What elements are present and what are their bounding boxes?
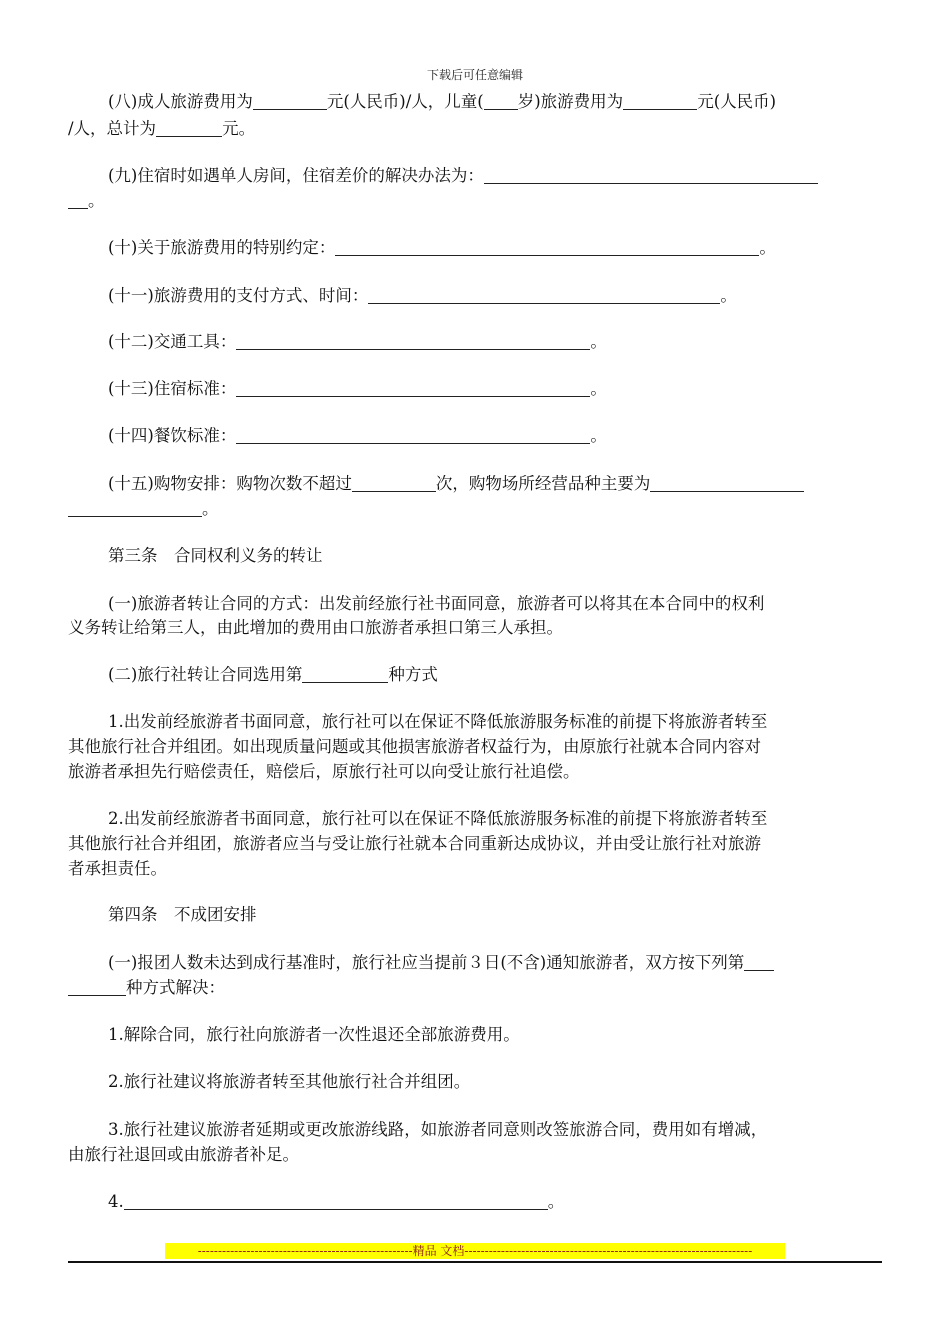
clause-14-text-b: 。: [590, 426, 607, 445]
clause-11-text-b: 。: [720, 286, 737, 305]
blank-solution-choice[interactable]: [744, 953, 774, 971]
clause-9-line-2: [68, 189, 882, 213]
article-4-p3: 2.旅行社建议将旅游者转至其他旅行社合并组团。: [108, 1072, 471, 1091]
clause-14-text-a: (十四)餐饮标准：: [108, 426, 237, 445]
article-4-p5-text-a: 4.: [108, 1192, 124, 1211]
clause-12: [68, 330, 882, 354]
footer-watermark: -----------------------------------------------------精品 文档-----------------------------------------------------------------------: [165, 1243, 785, 1259]
article-4-p5-text-b: 。: [547, 1192, 565, 1211]
footer-divider: [68, 1261, 882, 1263]
article-3-p4-line-3: 者承担责任。: [68, 859, 167, 878]
blank-child-age[interactable]: [484, 92, 518, 110]
blank-shopping-items-cont[interactable]: [68, 499, 202, 517]
clause-12-text-b: 。: [590, 332, 607, 351]
page-header: 下载后可任意编辑: [426, 68, 523, 82]
article-4-p1-text-a: (一)报团人数未达到成行基准时，旅行社应当提前３日(不含)通知旅游者，双方按下列第: [108, 953, 745, 972]
article-4-p4-line-2: 由旅行社退回或由旅游者补足。: [68, 1145, 299, 1164]
clause-8-text-b: 元(人民币)/人，儿童(: [326, 92, 484, 111]
clause-10: [68, 236, 882, 260]
blank-shopping-count[interactable]: [352, 474, 436, 492]
clause-15-text-c: 。: [202, 499, 219, 518]
clause-15-text-b: 次，购物场所经营品种主要为: [435, 474, 651, 493]
clause-15-text-a: (十五)购物安排：购物次数不超过: [108, 474, 352, 493]
clause-9-text-a: (九)住宿时如遇单人房间，住宿差价的解决办法为：: [108, 166, 484, 185]
clause-11-text-a: (十一)旅游费用的支付方式、时间：: [108, 286, 369, 305]
article-3-p3-line-2: 其他旅行社合并组团。如出现质量问题或其他损害旅游者权益行为，由原旅行社就本合同内容对: [68, 737, 761, 756]
article-3-p3-line-3: 旅游者承担先行赔偿责任，赔偿后，原旅行社可以向受让旅行社追偿。: [68, 762, 580, 781]
clause-8-line-1: [68, 90, 882, 114]
article-4-title: 第四条 不成团安排: [108, 905, 257, 924]
blank-transport[interactable]: [236, 332, 590, 350]
clause-13-text-b: 。: [590, 379, 607, 398]
article-3-p3-line-1: 1.出发前经旅游者书面同意，旅行社可以在保证不降低旅游服务标准的前提下将旅游者转至: [108, 712, 768, 731]
blank-child-fee[interactable]: [623, 92, 697, 110]
clause-13: [68, 377, 882, 401]
clause-13-text-a: (十三)住宿标准：: [108, 379, 237, 398]
article-3-p2-text-a: (二)旅行社转让合同选用第: [108, 665, 303, 684]
clause-10-text-a: (十)关于旅游费用的特别约定：: [108, 238, 336, 257]
blank-special-agreement[interactable]: [335, 238, 759, 256]
article-4-p2: 1.解除合同，旅行社向旅游者一次性退还全部旅游费用。: [108, 1025, 520, 1044]
blank-meals[interactable]: [236, 426, 590, 444]
clause-15-line-2: [68, 497, 882, 521]
clause-8-text-e: /人，总计为: [68, 119, 157, 138]
article-4-p1-line-2: [68, 976, 882, 1000]
clause-15-line-1: [68, 472, 882, 496]
article-3-p4-line-2: 其他旅行社合并组团，旅游者应当与受让旅行社就本合同重新达成协议，并由受让旅行社对旅游: [68, 834, 761, 853]
clause-14: [68, 424, 882, 448]
clause-9-text-b: 。: [88, 191, 105, 210]
article-3-p2: [68, 663, 882, 687]
article-3-p4-line-1: 2.出发前经旅游者书面同意，旅行社可以在保证不降低旅游服务标准的前提下将旅游者转至: [108, 809, 768, 828]
blank-solution-choice-cont[interactable]: [68, 978, 126, 996]
blank-transfer-method[interactable]: [302, 665, 388, 683]
clause-8-text-d: 元(人民币): [697, 92, 777, 111]
blank-adult-fee[interactable]: [253, 92, 327, 110]
article-4-p1-text-b: 种方式解决：: [126, 978, 225, 997]
clause-8-text-f: 元。: [222, 119, 256, 138]
blank-single-room-solution[interactable]: [484, 166, 818, 184]
article-4-p5: [68, 1190, 882, 1214]
clause-10-text-b: 。: [759, 238, 776, 257]
blank-single-room-solution-cont[interactable]: [68, 191, 88, 209]
clause-8-text-c: 岁)旅游费用为: [517, 92, 624, 111]
clause-9-line-1: [68, 164, 882, 188]
article-3-title: 第三条 合同权利义务的转让: [108, 546, 323, 565]
clause-8-line-2: [68, 117, 882, 141]
article-3-p1-line-2: 义务转让给第三人，由此增加的费用由口旅游者承担口第三人承担。: [68, 618, 563, 637]
article-4-p4-line-1: 3.旅行社建议旅游者延期或更改旅游线路，如旅游者同意则改签旅游合同，费用如有增减，: [108, 1120, 768, 1139]
article-4-p1-line-1: [68, 951, 882, 975]
clause-12-text-a: (十二)交通工具：: [108, 332, 237, 351]
clause-8-text-a: (八)成人旅游费用为: [108, 92, 253, 111]
blank-shopping-items[interactable]: [650, 474, 804, 492]
article-3-p1-line-1: (一)旅游者转让合同的方式：出发前经旅行社书面同意，旅游者可以将其在本合同中的权利: [108, 594, 765, 613]
blank-other-solution[interactable]: [124, 1192, 548, 1210]
blank-accommodation[interactable]: [236, 379, 590, 397]
clause-11: [68, 284, 882, 308]
blank-total-fee[interactable]: [156, 119, 222, 137]
blank-payment-method[interactable]: [368, 286, 720, 304]
article-3-p2-text-b: 种方式: [388, 665, 438, 684]
